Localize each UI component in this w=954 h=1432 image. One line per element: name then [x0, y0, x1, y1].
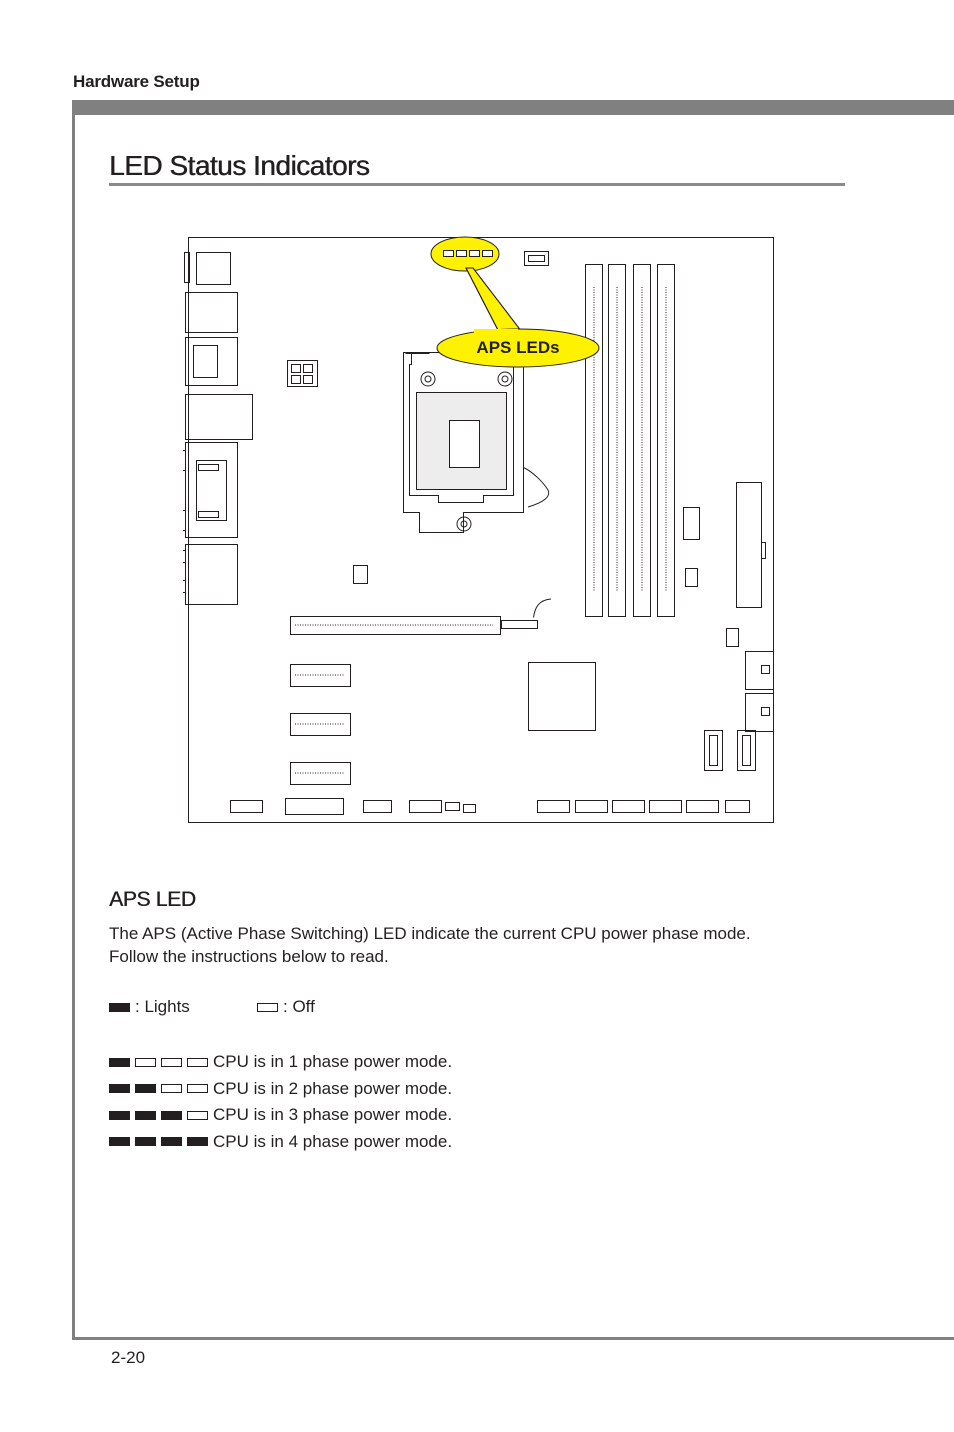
phase-mode-text: CPU is in 2 phase power mode.: [213, 1078, 453, 1098]
led-on-icon: [109, 1058, 130, 1067]
led-indicator-group: [109, 1137, 212, 1146]
led-on-icon: [135, 1111, 156, 1120]
led-on-icon: [161, 1137, 182, 1146]
motherboard-diagram: [183, 232, 779, 828]
section-body-line-2: Follow the instructions below to read.: [109, 947, 389, 966]
led-off-icon: [135, 1058, 156, 1067]
led-legend: [109, 997, 509, 1021]
led-off-icon: [161, 1084, 182, 1093]
led-indicator-group: [109, 1084, 212, 1093]
title-underline: [109, 183, 845, 186]
led-off-icon: [187, 1111, 208, 1120]
phase-mode-row: [109, 1129, 452, 1156]
phase-mode-row: [109, 1102, 452, 1129]
led-off-icon: [187, 1084, 208, 1093]
led-indicator-group: [109, 1111, 212, 1120]
phase-mode-text: CPU is in 4 phase power mode.: [213, 1131, 453, 1151]
led-off-icon: [257, 1003, 278, 1012]
legend-lights-label: : Lights: [135, 997, 190, 1016]
phase-mode-row: [109, 1076, 452, 1103]
led-on-icon: [109, 1084, 130, 1093]
phase-mode-text: CPU is in 3 phase power mode.: [213, 1105, 453, 1125]
phase-mode-row: [109, 1049, 452, 1076]
footer-rule: [72, 1337, 954, 1340]
section-body: [109, 922, 854, 968]
section-title: APS LED: [109, 888, 196, 911]
section-body-line-1: The APS (Active Phase Switching) LED indicate the current CPU power phase mode.: [109, 924, 751, 943]
page-title: LED Status Indicators: [109, 150, 370, 181]
aps-leds-callout-label: APS LEDs: [476, 338, 560, 357]
led-on-icon: [161, 1111, 182, 1120]
led-on-icon: [187, 1137, 208, 1146]
led-indicator-group: [109, 1058, 212, 1067]
legend-lights: [109, 997, 190, 1017]
led-on-icon: [109, 1003, 130, 1012]
legend-off: [257, 997, 315, 1017]
led-off-icon: [187, 1058, 208, 1067]
led-on-icon: [135, 1084, 156, 1093]
running-head: Hardware Setup: [73, 72, 200, 91]
legend-off-label: : Off: [283, 997, 315, 1016]
phase-mode-text: CPU is in 1 phase power mode.: [213, 1052, 453, 1072]
led-on-icon: [109, 1137, 130, 1146]
led-on-icon: [109, 1111, 130, 1120]
left-margin-rule: [72, 100, 75, 1340]
led-off-icon: [161, 1058, 182, 1067]
page-number: 2-20: [111, 1348, 146, 1367]
led-on-icon: [135, 1137, 156, 1146]
header-bar: [72, 100, 954, 115]
phase-mode-list: [109, 1049, 452, 1155]
